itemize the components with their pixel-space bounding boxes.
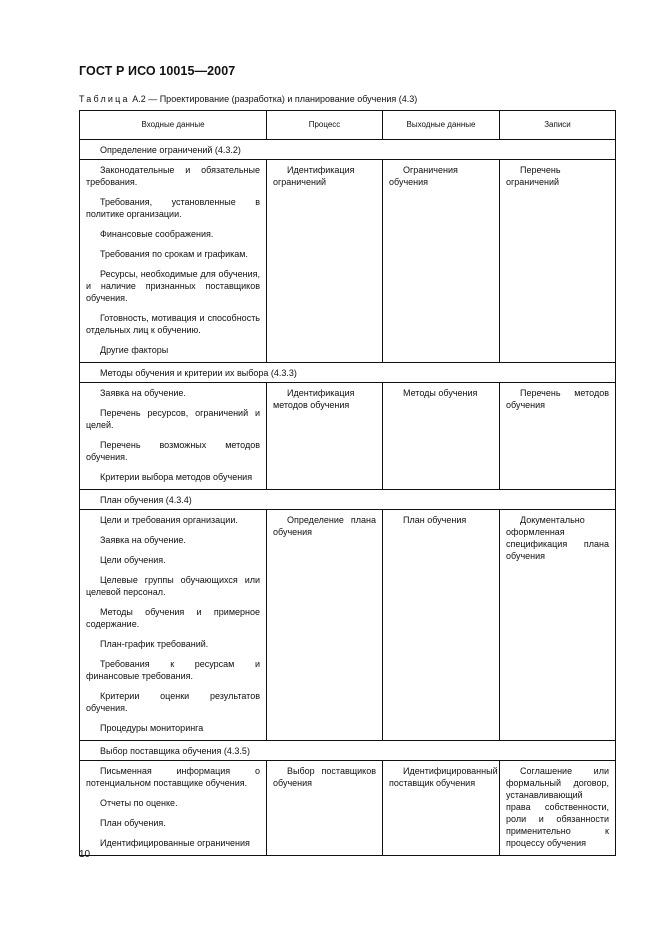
records-cell [500, 383, 616, 490]
process-text: Идентификация методов обучения [273, 388, 355, 410]
input-item: Законодательные и обязательные требования. [86, 165, 260, 187]
header-inputs: Входные данные [80, 111, 267, 140]
table-header-row [80, 111, 616, 140]
records-cell [500, 761, 616, 856]
process-text: Определение плана обучения [273, 515, 376, 537]
input-item: Перечень возможных методов обучения. [86, 440, 260, 462]
input-item: Идентифицированные ограничения [100, 838, 250, 848]
records-cell [500, 510, 616, 741]
input-item: Критерии оценки результатов обучения. [86, 691, 260, 713]
input-item: План-график требований. [100, 639, 209, 649]
header-records: Записи [500, 111, 616, 140]
input-item: Заявка на обучение. [100, 535, 186, 545]
process-cell [267, 160, 383, 363]
document-title: ГОСТ Р ИСО 10015—2007 [79, 64, 236, 78]
input-item: Целевые группы обучающихся или целевой персонал. [86, 575, 260, 597]
input-item: Цели и требования организации. [100, 515, 238, 525]
section-content-row [80, 160, 616, 363]
input-item: Финансовые соображения. [100, 229, 214, 239]
design-planning-table [79, 110, 616, 856]
section-heading-row [80, 741, 616, 761]
inputs-cell [80, 383, 267, 490]
section-heading: План обучения (4.3.4) [80, 490, 616, 510]
outputs-cell [383, 160, 500, 363]
input-item: Критерии выбора методов обучения [100, 472, 253, 482]
section-content-row [80, 510, 616, 741]
table-caption [79, 94, 417, 104]
outputs-text: План обучения [403, 515, 467, 525]
input-item: Отчеты по оценке. [100, 798, 178, 808]
process-cell [267, 761, 383, 856]
table-caption-text: А.2 — Проектирование (разработка) и планирование обучения (4.3) [129, 94, 418, 104]
records-text: Перечень ограничений [506, 165, 561, 187]
records-text: Соглашение или формальный договор, устанавливающий права собственности, роли и обязанности применительно к процессу обучения [506, 766, 609, 848]
records-text: Перечень методов обучения [506, 388, 609, 410]
page-number: 10 [79, 849, 91, 860]
input-item: План обучения. [100, 818, 166, 828]
outputs-cell [383, 383, 500, 490]
section-heading: Методы обучения и критерии их выбора (4.3.3) [80, 363, 616, 383]
input-item: Перечень ресурсов, ограничений и целей. [86, 408, 260, 430]
input-item: Ресурсы, необходимые для обучения, и наличие признанных поставщиков обучения. [86, 269, 260, 303]
input-item: Заявка на обучение. [100, 388, 186, 398]
outputs-text: Ограничения обучения [389, 165, 458, 187]
section-heading-row [80, 490, 616, 510]
records-text: Документально оформленная спецификация плана обучения [506, 515, 609, 561]
process-cell [267, 383, 383, 490]
section-content-row [80, 383, 616, 490]
outputs-cell [383, 761, 500, 856]
outputs-cell [383, 510, 500, 741]
header-process: Процесс [267, 111, 383, 140]
records-cell [500, 160, 616, 363]
input-item: Требования по срокам и графикам. [100, 249, 248, 259]
section-content-row [80, 761, 616, 856]
process-text: Идентификация ограничений [273, 165, 355, 187]
input-item: Готовность, мотивация и способность отдельных лиц к обучению. [86, 313, 260, 335]
input-item: Письменная информация о потенциальном поставщике обучения. [86, 766, 260, 788]
inputs-cell [80, 160, 267, 363]
input-item: Цели обучения. [100, 555, 166, 565]
input-item: Методы обучения и примерное содержание. [86, 607, 260, 629]
input-item: Процедуры мониторинга [100, 723, 204, 733]
process-text: Выбор поставщиков обучения [273, 766, 376, 788]
input-item: Другие факторы [100, 345, 169, 355]
process-cell [267, 510, 383, 741]
input-item: Требования, установленные в политике организации. [86, 197, 260, 219]
inputs-cell [80, 761, 267, 856]
section-heading: Выбор поставщика обучения (4.3.5) [80, 741, 616, 761]
input-item: Требования к ресурсам и финансовые требования. [86, 659, 260, 681]
header-outputs: Выходные данные [383, 111, 500, 140]
section-heading-row [80, 363, 616, 383]
outputs-text: Методы обучения [403, 388, 478, 398]
inputs-cell [80, 510, 267, 741]
table-caption-prefix: Таблица [79, 94, 130, 104]
outputs-text: Идентифицированный поставщик обучения [389, 766, 498, 788]
section-heading: Определение ограничений (4.3.2) [80, 140, 616, 160]
section-heading-row [80, 140, 616, 160]
